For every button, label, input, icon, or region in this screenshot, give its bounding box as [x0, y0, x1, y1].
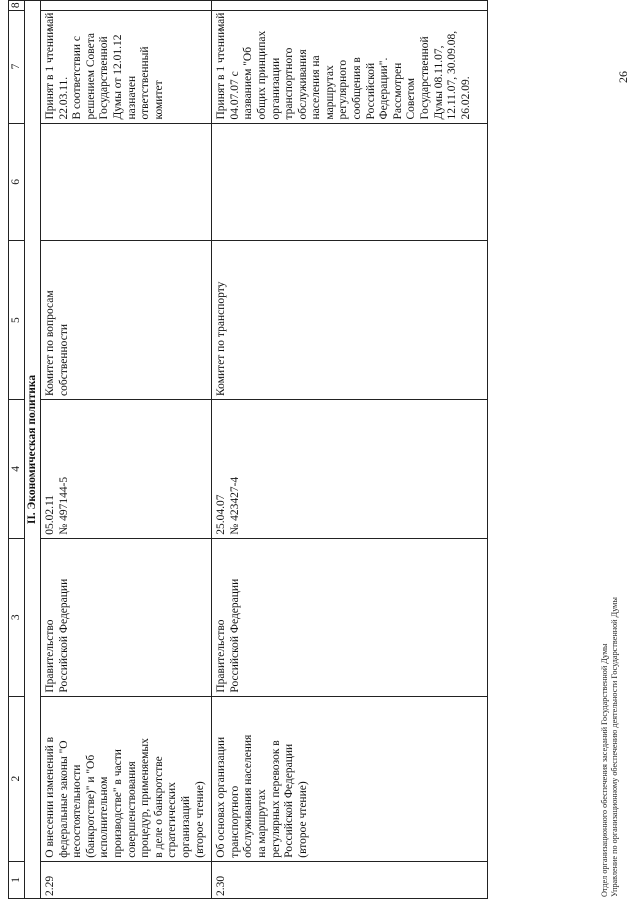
cell-text-line: Думы от 12.01.12 — [111, 34, 124, 120]
cell-text-line: Об основах организации — [215, 736, 228, 858]
column-number: 7 — [9, 10, 25, 123]
cell-text-line: исполнительном — [98, 776, 111, 858]
cell-text-line: процедур, применяемых — [139, 738, 152, 858]
row-spacer — [473, 1, 488, 899]
cell-text-line: ответственный — [139, 46, 152, 120]
column-number: 3 — [9, 538, 25, 696]
column-number: 5 — [9, 241, 25, 400]
cell-text-line: несостоятельности — [71, 764, 84, 858]
bill-registration — [41, 399, 208, 538]
cell-text-line: Принят в 1 чтении — [215, 28, 228, 120]
cell-text-line: транспортного — [283, 47, 296, 120]
column-number: 6 — [9, 123, 25, 241]
cell-text-line: (второе чтение) — [296, 781, 309, 858]
cell-text-line: обслуживания — [296, 49, 309, 120]
cell-text-line: Комитет по вопросам — [44, 290, 56, 396]
cell-text-line: организации — [269, 57, 282, 120]
consideration-month: май — [44, 12, 56, 32]
column-number: 1 — [9, 861, 25, 898]
cell-text-line: О внесении изменений в — [44, 736, 56, 858]
cell-text-line: маршрутах — [323, 65, 336, 120]
cell-text-line: Принят в 1 чтении — [44, 28, 56, 120]
column-6-cell — [41, 123, 208, 241]
section-row — [25, 1, 41, 899]
table-row — [212, 1, 474, 899]
footer-line: Отдел организационного обеспечения заседаний Государственной Думы — [600, 643, 609, 897]
bill-status-text — [215, 14, 473, 120]
cell-text-line: комитет — [152, 80, 165, 120]
table-row — [41, 1, 208, 899]
cell-text-line: Думы 08.11.07, — [432, 45, 445, 120]
column-8-cell — [212, 1, 474, 11]
cell-text-line: Советом — [405, 77, 418, 120]
bill-title — [212, 696, 474, 861]
cell-text-line: Российской Федерации — [283, 743, 296, 858]
footer-line: Управление по организационному обеспечению деятельности Государственной Думы — [610, 597, 619, 897]
plan-table — [8, 0, 488, 899]
cell-text-line: обслуживания населения — [242, 734, 255, 858]
bill-registration — [212, 399, 474, 538]
bill-status — [212, 10, 474, 123]
cell-text-line: 04.07.07 с — [228, 71, 241, 120]
bill-number: № 497144-5 — [57, 476, 70, 535]
cell-text-line: 26.02.09. — [459, 76, 472, 120]
cell-text-line: Российской Федерации — [228, 578, 241, 693]
responsible-committee — [41, 241, 208, 400]
cell-text-line: собственности — [57, 324, 70, 396]
cell-text-line: на маршрутах — [255, 789, 268, 858]
cell-text-line: В соответствии с — [71, 36, 84, 120]
cell-text-line: назначен — [125, 75, 138, 120]
cell-text-line: организаций — [179, 795, 192, 858]
bill-title — [41, 696, 208, 861]
row-number: 2.30 — [212, 861, 474, 898]
cell-text-line: Правительство — [215, 619, 228, 693]
cell-text-line: Государственной — [419, 36, 432, 120]
bill-status-text — [44, 14, 166, 120]
cell-text-line: регулярного — [337, 59, 350, 120]
row-number: 2.29 — [41, 861, 208, 898]
cell-text-line: сообщения в — [351, 57, 364, 120]
cell-text-line: в деле о банкротстве — [152, 756, 165, 858]
cell-text-line: Правительство — [44, 619, 56, 693]
column-8-cell — [41, 1, 208, 11]
cell-text-line: решением Совета — [84, 32, 97, 120]
page-number: 26 — [616, 71, 630, 83]
cell-text-line: регулярных перевозок в — [269, 740, 282, 858]
column-number-row — [9, 1, 25, 899]
column-number: 8 — [9, 1, 25, 11]
cell-text-line: 12.11.07, 30.09.08, — [446, 30, 459, 120]
cell-text-line: названием "Об — [242, 46, 255, 120]
column-number: 2 — [9, 696, 25, 861]
column-number: 4 — [9, 399, 25, 538]
cell-text-line: (банкротстве)" и "Об — [84, 754, 97, 858]
responsible-committee — [212, 241, 474, 400]
bill-date: 05.02.11 — [44, 494, 56, 535]
cell-text-line: населения на — [310, 55, 323, 120]
cell-text-line: Рассмотрен — [391, 62, 404, 120]
cell-text-line: Комитет по транспорту — [215, 281, 228, 396]
cell-text-line: федеральные законы "О — [57, 740, 70, 858]
cell-text-line: Государственной — [98, 36, 111, 120]
bill-author — [41, 538, 208, 696]
cell-text-line: Российской Федерации — [57, 578, 70, 693]
consideration-month: май — [215, 12, 228, 32]
column-6-cell — [212, 123, 474, 241]
cell-text-line: стратегических — [166, 782, 179, 858]
bill-date: 25.04.07 — [215, 494, 228, 535]
page-footer — [600, 597, 620, 897]
cell-text-line: Российской — [364, 62, 377, 120]
cell-text-line: 22.03.11. — [57, 76, 70, 120]
cell-text-line: производстве" в части — [111, 749, 124, 858]
bill-number: № 423427-4 — [228, 476, 241, 535]
cell-text-line: (второе чтение) — [193, 781, 206, 858]
bill-status — [41, 10, 208, 123]
bill-author — [212, 538, 474, 696]
section-title: II. Экономическая политика — [25, 1, 41, 899]
cell-text-line: транспортного — [228, 785, 241, 858]
cell-text-line: Федерации". — [378, 57, 391, 120]
cell-text-line: совершенствования — [125, 761, 138, 858]
cell-text-line: общих принципах — [255, 30, 268, 120]
